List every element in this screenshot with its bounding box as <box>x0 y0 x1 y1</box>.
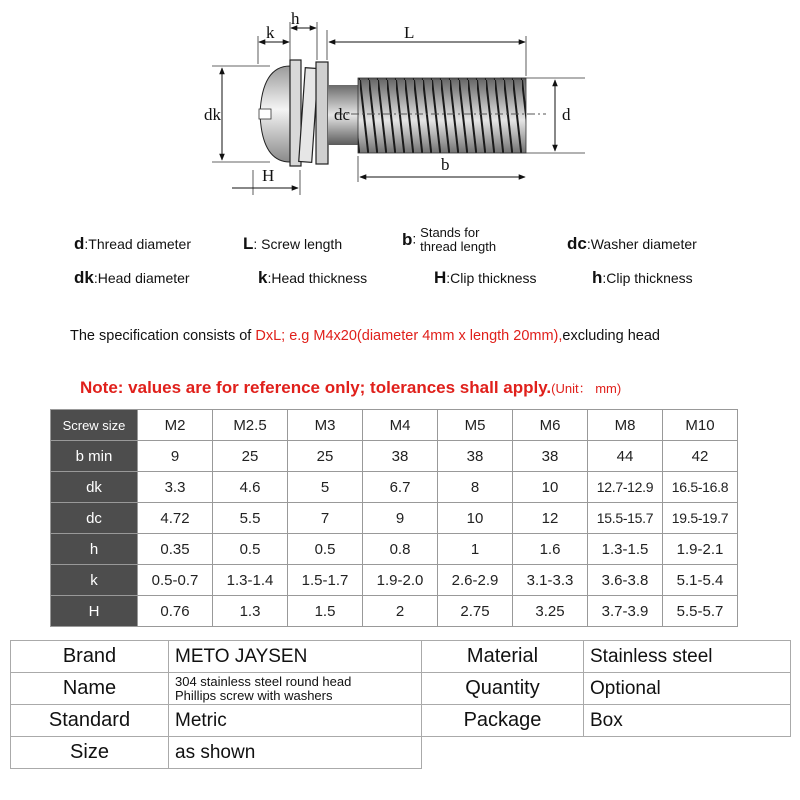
table-cell: 1.6 <box>513 534 588 565</box>
legend-symbol: k <box>258 268 268 287</box>
package-value: Box <box>584 705 791 737</box>
brand-value: METO JAYSEN <box>169 641 422 673</box>
table-cell: 3.6-3.8 <box>588 565 663 596</box>
info-row-standard <box>11 705 791 737</box>
legend-text: Head thickness <box>271 270 368 286</box>
table-cell: 1.5-1.7 <box>288 565 363 596</box>
dim-label-dc: dc <box>334 105 351 124</box>
dimensions-table <box>50 409 738 627</box>
legend-text: Thread diameter <box>88 236 191 252</box>
size-cell: M10 <box>663 410 738 441</box>
table-cell: 0.5 <box>213 534 288 565</box>
name-label: Name <box>11 673 169 705</box>
legend-dk: dk:Head diameter <box>74 268 190 287</box>
table-row <box>51 441 738 472</box>
product-info-table <box>10 640 791 769</box>
table-cell: 7 <box>288 503 363 534</box>
screw-shaft <box>328 78 546 153</box>
unit-label: (Unit： mm) <box>551 381 622 396</box>
table-cell: 10 <box>513 472 588 503</box>
size-cell: M5 <box>438 410 513 441</box>
table-cell: 15.5-15.7 <box>588 503 663 534</box>
table-cell: 9 <box>138 441 213 472</box>
table-row <box>51 596 738 627</box>
legend-text: Clip thickness <box>606 270 693 286</box>
legend-symbol: dc <box>567 234 587 253</box>
table-cell: 3.1-3.3 <box>513 565 588 596</box>
legend-text: Head diameter <box>97 270 190 286</box>
screw-diagram <box>0 0 800 205</box>
standard-label: Standard <box>11 705 169 737</box>
table-cell: 3.7-3.9 <box>588 596 663 627</box>
table-cell: 0.8 <box>363 534 438 565</box>
table-cell: 19.5-19.7 <box>663 503 738 534</box>
table-cell: 5 <box>288 472 363 503</box>
table-cell: 1.9-2.0 <box>363 565 438 596</box>
info-row-brand <box>11 641 791 673</box>
info-row-name <box>11 673 791 705</box>
standard-value: Metric <box>169 705 422 737</box>
table-cell: 44 <box>588 441 663 472</box>
table-cell: 2 <box>363 596 438 627</box>
screw-head <box>259 66 290 162</box>
table-cell: 3.3 <box>138 472 213 503</box>
table-cell: 10 <box>438 503 513 534</box>
material-label: Material <box>422 641 584 673</box>
legend-h: h:Clip thickness <box>592 268 693 287</box>
size-cell: M6 <box>513 410 588 441</box>
table-cell: 1.9-2.1 <box>663 534 738 565</box>
legend-symbol: dk <box>74 268 94 287</box>
legend-text: Screw length <box>261 236 343 252</box>
row-header: h <box>51 534 138 565</box>
table-cell: 1.3 <box>213 596 288 627</box>
table-cell: 0.5 <box>288 534 363 565</box>
table-cell: 16.5-16.8 <box>663 472 738 503</box>
specification-text: The specification consists of DxL; e.g M4x20(diameter 4mm x length 20mm),excluding head <box>70 328 660 344</box>
spec-highlight: DxL; e.g M4x20(diameter 4mm x length 20mm), <box>255 328 563 344</box>
table-row <box>51 534 738 565</box>
table-cell: 2.6-2.9 <box>438 565 513 596</box>
legend-symbol: H <box>434 268 447 287</box>
name-value: 304 stainless steel round head Phillips screw with washers <box>169 673 422 705</box>
material-value: Stainless steel <box>584 641 791 673</box>
legend-symbol: L <box>243 234 254 253</box>
table-cell: 38 <box>438 441 513 472</box>
table-cell: 9 <box>363 503 438 534</box>
quantity-value: Optional <box>584 673 791 705</box>
package-label: Package <box>422 705 584 737</box>
table-cell: 6.7 <box>363 472 438 503</box>
table-cell: 5.5 <box>213 503 288 534</box>
table-cell: 8 <box>438 472 513 503</box>
size-cell: M2 <box>138 410 213 441</box>
table-cell: 25 <box>288 441 363 472</box>
dim-label-L: L <box>404 23 415 42</box>
table-cell: 5.5-5.7 <box>663 596 738 627</box>
table-cell: 38 <box>513 441 588 472</box>
table-cell: 3.25 <box>513 596 588 627</box>
table-cell: 4.72 <box>138 503 213 534</box>
table-row <box>51 472 738 503</box>
table-cell: 1.3-1.5 <box>588 534 663 565</box>
table-cell: 1 <box>438 534 513 565</box>
dim-label-k: k <box>266 23 275 42</box>
dim-label-dk: dk <box>204 105 221 124</box>
legend-text: Washer diameter <box>590 236 697 252</box>
table-cell: 42 <box>663 441 738 472</box>
dim-label-d: d <box>562 105 571 124</box>
legend-b: b: Stands for thread length <box>402 225 497 254</box>
legend-H: H:Clip thickness <box>434 268 537 287</box>
size-cell: M3 <box>288 410 363 441</box>
table-cell: 38 <box>363 441 438 472</box>
row-header: k <box>51 565 138 596</box>
dim-label-h: h <box>291 9 300 28</box>
row-header: b min <box>51 441 138 472</box>
info-row-size <box>11 737 791 769</box>
dim-label-b: b <box>441 155 450 174</box>
quantity-label: Quantity <box>422 673 584 705</box>
legend-text: Clip thickness <box>450 270 537 286</box>
table-header-row <box>51 410 738 441</box>
legend-L: L: Screw length <box>243 234 343 253</box>
table-cell: 5.1-5.4 <box>663 565 738 596</box>
legend-symbol: h <box>592 268 603 287</box>
washers <box>290 60 328 166</box>
row-header: Screw size <box>51 410 138 441</box>
table-cell: 25 <box>213 441 288 472</box>
reference-note: Note: values are for reference only; tolerances shall apply.(Unit： mm) <box>80 378 622 397</box>
table-cell: 0.5-0.7 <box>138 565 213 596</box>
legend-symbol: b <box>402 230 413 249</box>
table-cell: 0.76 <box>138 596 213 627</box>
legend-symbol: d <box>74 234 85 253</box>
size-cell: M2.5 <box>213 410 288 441</box>
legend-d: d:Thread diameter <box>74 234 191 253</box>
table-cell: 12.7-12.9 <box>588 472 663 503</box>
legend-dc: dc:Washer diameter <box>567 234 697 253</box>
table-cell: 4.6 <box>213 472 288 503</box>
table-row <box>51 565 738 596</box>
table-cell: 12 <box>513 503 588 534</box>
size-cell: M8 <box>588 410 663 441</box>
table-cell: 0.35 <box>138 534 213 565</box>
size-value: as shown <box>169 737 422 769</box>
legend-text: Stands for thread length <box>420 225 497 254</box>
row-header: dc <box>51 503 138 534</box>
size-cell: M4 <box>363 410 438 441</box>
table-cell: 1.5 <box>288 596 363 627</box>
table-cell: 1.3-1.4 <box>213 565 288 596</box>
size-label: Size <box>11 737 169 769</box>
table-row <box>51 503 738 534</box>
brand-label: Brand <box>11 641 169 673</box>
table-cell: 2.75 <box>438 596 513 627</box>
legend-k: k:Head thickness <box>258 268 368 287</box>
row-header: H <box>51 596 138 627</box>
row-header: dk <box>51 472 138 503</box>
dim-label-H: H <box>262 166 275 185</box>
